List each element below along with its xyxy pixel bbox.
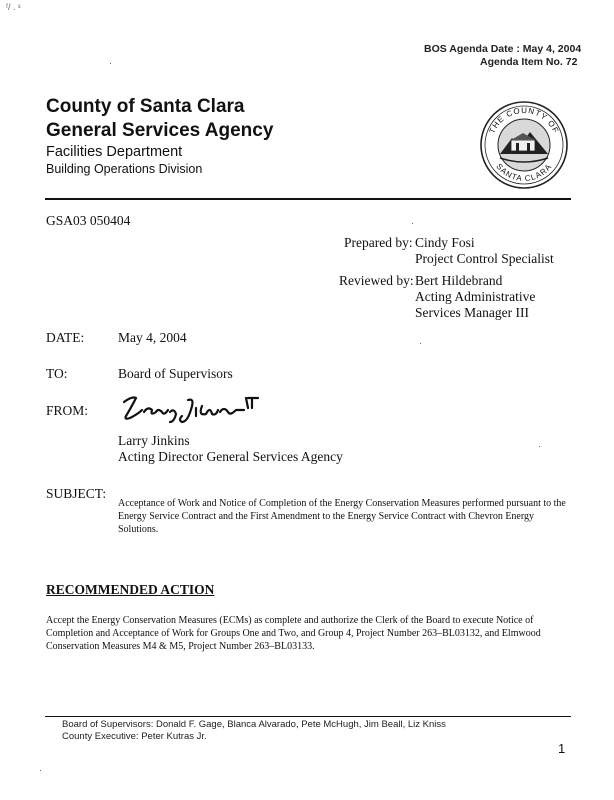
scan-speck xyxy=(412,223,413,224)
date-label: DATE: xyxy=(46,330,85,345)
reviewed-by-label: Reviewed by: xyxy=(339,273,414,288)
footer-board-members: Board of Supervisors: Donald F. Gage, Blanca Alvarado, Pete McHugh, Jim Beall, Liz Kniss xyxy=(62,719,446,730)
page-number: 1 xyxy=(558,741,566,756)
document-id: GSA03 050404 xyxy=(46,213,131,228)
scan-speck xyxy=(420,343,421,344)
corner-marks: ᶠ/ . ᵋ xyxy=(6,2,21,12)
scan-speck xyxy=(40,770,41,771)
scan-speck xyxy=(110,63,111,64)
footer-divider xyxy=(45,716,571,717)
agency-name: General Services Agency xyxy=(46,120,274,141)
agenda-item-number: Agenda Item No. 72 xyxy=(480,56,578,68)
recommended-action-heading: RECOMMENDED ACTION xyxy=(46,582,215,597)
subject-text: Acceptance of Work and Notice of Completion of the Energy Conservation Measures performed pursuant to the Energy Service Contract and the First Amendment to the Energy Service Contract with Chevron Energy Solutions. xyxy=(118,498,566,535)
date-value: May 4, 2004 xyxy=(118,330,187,345)
recommended-action-text: Accept the Energy Conservation Measures (ECMs) as complete and authorize the Clerk of the Board to execute Notice of Completion and Acceptance of Work for Groups One and Two, and Group 4, Project Number 263–BL03132, and Elmwood Conservation Measures M4 & M5, Project Number 263–BL03133. xyxy=(46,615,541,652)
to-value: Board of Supervisors xyxy=(118,366,233,381)
county-name: County of Santa Clara xyxy=(46,96,245,117)
county-seal-logo xyxy=(478,100,570,190)
prepared-by-label: Prepared by: xyxy=(344,235,413,250)
reviewed-by-title-2: Services Manager III xyxy=(415,305,529,320)
from-title: Acting Director General Services Agency xyxy=(118,449,343,464)
header-divider xyxy=(45,198,571,200)
division-name: Building Operations Division xyxy=(46,162,203,176)
to-label: TO: xyxy=(46,366,68,381)
reviewed-by-title-1: Acting Administrative xyxy=(415,289,536,304)
footer-county-executive: County Executive: Peter Kutras Jr. xyxy=(62,731,207,742)
prepared-by-title: Project Control Specialist xyxy=(415,251,554,266)
seal-bottom-text: SANTA CLARA xyxy=(494,161,554,184)
from-name: Larry Jinkins xyxy=(118,433,190,448)
seal-top-text: THE COUNTY OF xyxy=(487,105,561,135)
department-name: Facilities Department xyxy=(46,144,183,160)
reviewed-by-name: Bert Hildebrand xyxy=(415,273,503,288)
prepared-by-name: Cindy Fosi xyxy=(415,235,475,250)
subject-label: SUBJECT: xyxy=(46,486,107,501)
agenda-date: BOS Agenda Date : May 4, 2004 xyxy=(424,43,582,55)
scan-speck xyxy=(539,446,540,447)
from-label: FROM: xyxy=(46,403,89,418)
signature-image xyxy=(118,392,268,426)
